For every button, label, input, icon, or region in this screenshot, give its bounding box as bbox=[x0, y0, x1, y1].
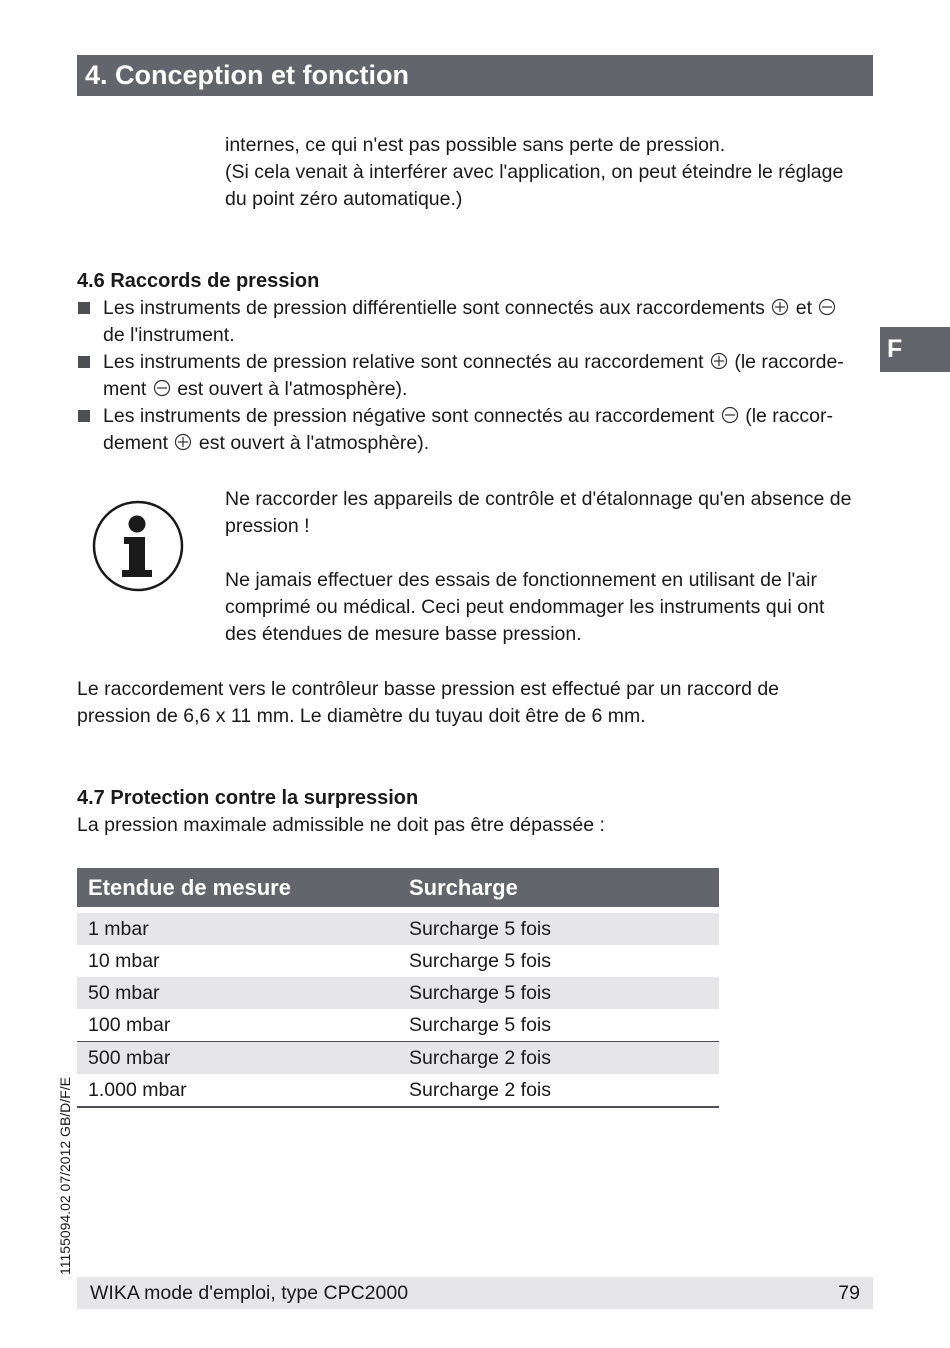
bullet-text: de l'instrument. bbox=[103, 324, 235, 346]
notice-line: Ne raccorder les appareils de contrôle et d'étalonnage qu'en absence de bbox=[225, 488, 852, 510]
bullet-text: Les instruments de pression différentielle sont connectés aux raccordements bbox=[103, 297, 765, 319]
intro-line: (Si cela venait à interférer avec l'application, on peut éteindre le réglage bbox=[225, 161, 844, 183]
notice-line: pression ! bbox=[225, 515, 310, 537]
table-cell: Surcharge 5 fois bbox=[398, 913, 719, 945]
bullet-text: est ouvert à l'atmosphère). bbox=[198, 432, 430, 454]
info-icon bbox=[91, 499, 185, 593]
bullet-text: Les instruments de pression relative sont connectés au raccordement bbox=[103, 351, 704, 373]
section-title-bar bbox=[77, 55, 873, 96]
bullet-text: est ouvert à l'atmosphère). bbox=[177, 378, 408, 400]
column-header-range: Etendue de mesure bbox=[77, 868, 398, 907]
intro-line: du point zéro automatique.) bbox=[225, 188, 463, 210]
minus-circle-icon bbox=[721, 406, 739, 424]
bullet-text: (le raccor- bbox=[745, 405, 833, 427]
overpressure-intro bbox=[77, 812, 605, 839]
bullet-text: dement bbox=[103, 432, 169, 454]
notice-paragraph-2 bbox=[225, 567, 824, 648]
page-footer bbox=[77, 1277, 873, 1309]
connection-line: Le raccordement vers le contrôleur basse pression est effectué par un raccord de bbox=[77, 678, 780, 700]
intro-line: internes, ce qui n'est pas possible sans perte de pression. bbox=[225, 134, 726, 156]
column-header-overload: Surcharge bbox=[398, 868, 719, 907]
table-row bbox=[77, 945, 719, 977]
bullet-square-icon bbox=[78, 356, 90, 368]
bullet-text: ment bbox=[103, 378, 147, 400]
notice-line: des étendues de mesure basse pression. bbox=[225, 623, 582, 645]
list-item bbox=[77, 349, 877, 403]
bullet-text: Les instruments de pression négative sont connectés au raccordement bbox=[103, 405, 715, 427]
intro-paragraph bbox=[225, 132, 843, 213]
page-number: 79 bbox=[838, 1282, 860, 1304]
overpressure-table bbox=[77, 868, 719, 1108]
section-heading-4-7: 4.7 Protection contre la surpression bbox=[77, 787, 419, 809]
bullet-square-icon bbox=[78, 410, 90, 422]
notice-line: Ne jamais effectuer des essais de fonctionnement en utilisant de l'air bbox=[225, 569, 817, 591]
plus-circle-icon bbox=[771, 298, 789, 316]
table-row bbox=[77, 1074, 719, 1107]
table-row bbox=[77, 1042, 719, 1075]
list-item bbox=[77, 403, 877, 457]
minus-circle-icon bbox=[153, 379, 171, 397]
table-cell: 100 mbar bbox=[88, 1013, 171, 1036]
language-tab-label: F bbox=[887, 335, 903, 363]
table-cell: 10 mbar bbox=[88, 949, 160, 972]
table-header-row bbox=[77, 868, 719, 907]
table-cell: Surcharge 2 fois bbox=[398, 1074, 719, 1107]
notice-line: comprimé ou médical. Ceci peut endommager les instruments qui ont bbox=[225, 596, 825, 618]
section-title: 4. Conception et fonction bbox=[85, 60, 409, 90]
language-tab bbox=[880, 327, 950, 372]
bullet-text: et bbox=[795, 297, 813, 319]
connection-line: pression de 6,6 x 11 mm. Le diamètre du tuyau doit être de 6 mm. bbox=[77, 705, 646, 727]
bullet-square-icon bbox=[78, 302, 90, 314]
plus-circle-icon bbox=[174, 433, 192, 451]
section-heading-4-6: 4.6 Raccords de pression bbox=[77, 270, 320, 292]
connection-paragraph bbox=[77, 676, 779, 730]
footer-title: WIKA mode d'emploi, type CPC2000 bbox=[90, 1282, 409, 1304]
table-cell: Surcharge 5 fois bbox=[409, 949, 551, 972]
table-cell: 1.000 mbar bbox=[77, 1074, 398, 1107]
table-cell: 1 mbar bbox=[77, 913, 398, 945]
notice-paragraph-1 bbox=[225, 486, 851, 540]
table-row bbox=[77, 1009, 719, 1042]
table-row bbox=[77, 913, 719, 945]
minus-circle-icon bbox=[818, 298, 836, 316]
list-item bbox=[77, 295, 877, 349]
overpressure-intro-text: La pression maximale admissible ne doit pas être dépassée : bbox=[77, 814, 605, 836]
table-cell: Surcharge 5 fois bbox=[398, 977, 719, 1009]
table-cell: Surcharge 2 fois bbox=[398, 1042, 719, 1075]
bullet-text: (le raccorde- bbox=[734, 351, 844, 373]
connection-bullet-list bbox=[77, 295, 877, 457]
table-cell: 500 mbar bbox=[77, 1042, 398, 1075]
table-row bbox=[77, 977, 719, 1009]
plus-circle-icon bbox=[710, 352, 728, 370]
table-cell: Surcharge 5 fois bbox=[409, 1013, 551, 1036]
document-code: 11155094.02 07/2012 GB/D/F/E bbox=[57, 1077, 73, 1275]
table-cell: 50 mbar bbox=[77, 977, 398, 1009]
